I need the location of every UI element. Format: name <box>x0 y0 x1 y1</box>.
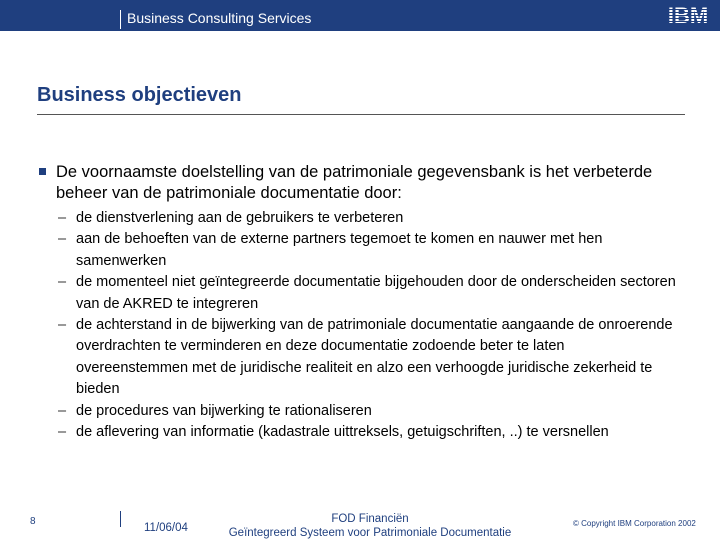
sub-bullet-text: de achterstand in de bijwerking van de patrimoniale documentatie aangaande de onroerende overdrachten te verminderen en deze documentatie zodoende beter te laten overeenstemmen met de juridische realiteit en alzo een verhoogde juridische zekerheid te bieden <box>76 317 673 398</box>
footer-date: 11/06/04 <box>144 522 188 534</box>
sub-bullet-text: de momenteel niet geïntegreerde documentatie bijgehouden door de onderscheiden sectoren van de AKRED te integreren <box>76 274 676 312</box>
main-bullet-text: De voornaamste doelstelling van de patrimoniale gegevensbank is het verbeterde beheer van de patrimoniale documentatie door: <box>56 163 653 202</box>
sub-bullet-item <box>58 272 678 315</box>
bullet-square-icon <box>39 168 46 175</box>
dash-icon: – <box>58 402 67 419</box>
dash-icon: – <box>58 231 67 248</box>
sub-bullet-text: aan de behoeften van de externe partners tegemoet te komen en nauwer met hen samenwerken <box>76 231 603 269</box>
sub-bullet-item <box>58 229 678 272</box>
footer-center <box>200 512 540 540</box>
sub-bullet-text: de dienstverlening aan de gebruikers te verbeteren <box>76 210 404 226</box>
footer-divider <box>120 511 121 527</box>
header-bar <box>0 0 720 31</box>
sub-bullet-item <box>58 422 678 443</box>
dash-icon: – <box>58 274 67 291</box>
header-title: Business Consulting Services <box>127 10 312 26</box>
sub-bullet-item <box>58 315 678 401</box>
header-divider <box>120 10 121 29</box>
footer-organization: FOD Financiën <box>331 513 409 525</box>
ibm-logo-icon <box>662 4 714 26</box>
sub-bullet-text: de procedures van bijwerking te rationaliseren <box>76 402 372 419</box>
title-divider <box>37 114 685 115</box>
footer-copyright: © Copyright IBM Corporation 2002 <box>573 519 696 528</box>
dash-icon: – <box>58 210 67 226</box>
ibm-logo-text: IBM <box>667 4 709 26</box>
dash-icon: – <box>58 424 67 441</box>
sub-bullet-item <box>58 208 678 229</box>
dash-icon: – <box>58 317 67 334</box>
footer-project-name: Geïntegreerd Systeem voor Patrimoniale Documentatie <box>228 527 512 539</box>
sub-bullet-item <box>58 401 678 422</box>
sub-bullet-list <box>58 208 678 443</box>
slide-title: Business objectieven <box>37 84 242 106</box>
sub-bullet-text: de aflevering van informatie (kadastrale uittreksels, getuigschriften, ..) te versnellen <box>76 424 609 441</box>
page-number: 8 <box>30 516 36 527</box>
